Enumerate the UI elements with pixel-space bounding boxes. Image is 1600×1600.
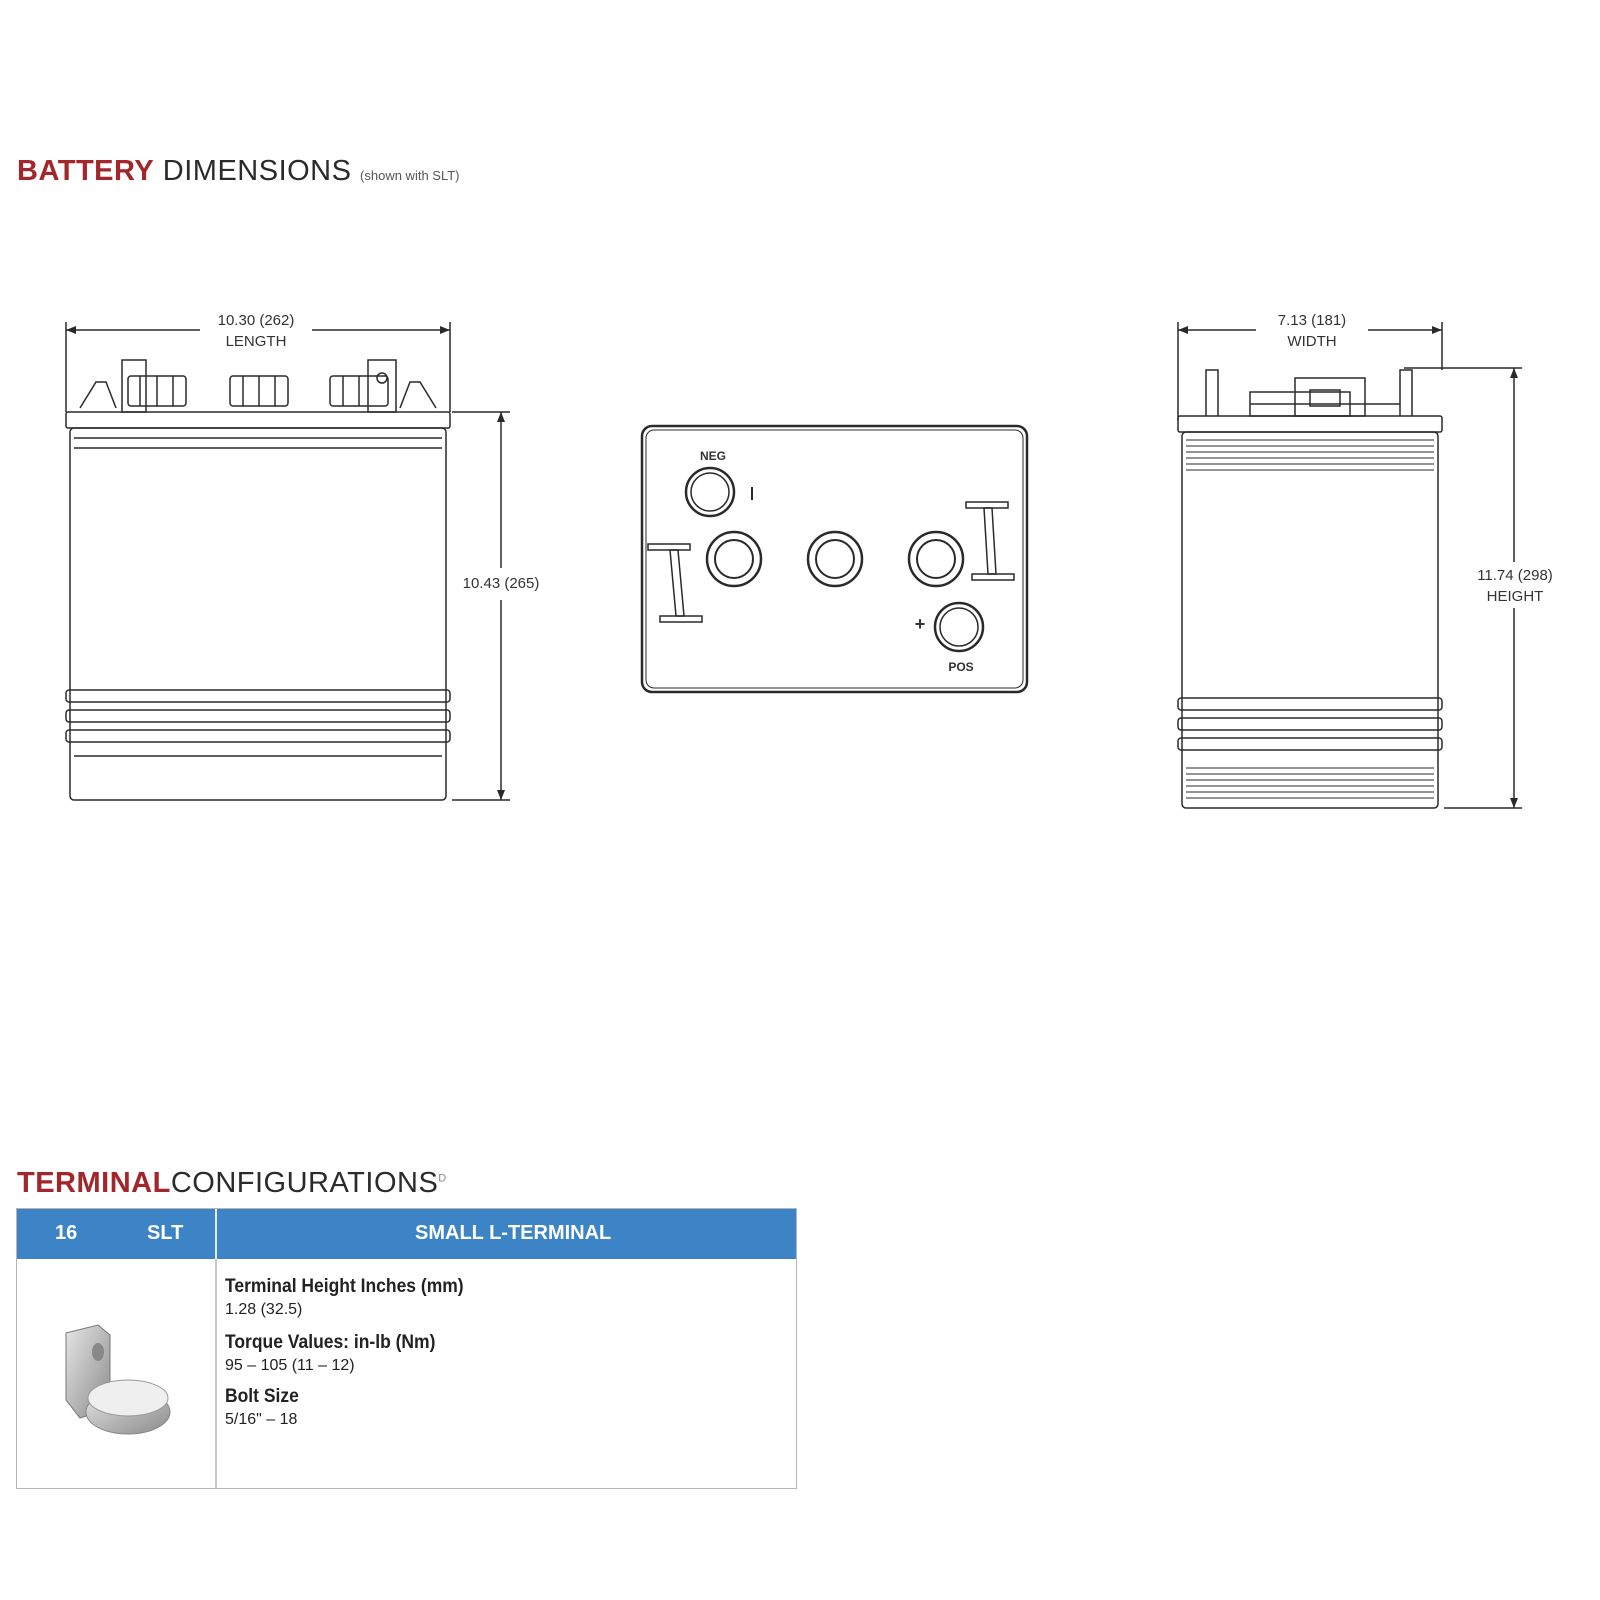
length-label: LENGTH [225, 333, 287, 350]
title-superscript: D [438, 1172, 447, 1185]
spec-torque-values [225, 1332, 454, 1375]
terminal-table [16, 1208, 797, 1489]
height-dimension-label [1463, 565, 1567, 607]
header-divider [215, 1209, 217, 1259]
terminal-name: SMALL L-TERMINAL [415, 1222, 612, 1244]
spec-value: 1.28 (32.5) [225, 1301, 303, 1318]
front-view [66, 322, 510, 800]
spec-label: Torque Values: in-lb (Nm) [225, 1332, 436, 1353]
terminal-code: 16 [55, 1222, 78, 1244]
length-value: 10.30 (262) [217, 312, 295, 329]
spec-bolt-size [225, 1386, 305, 1429]
pos-label: POS [948, 660, 974, 674]
length-dimension-label [200, 310, 312, 352]
neg-label: NEG [699, 449, 726, 463]
title-note: (shown with SLT) [360, 168, 460, 183]
spec-label: Terminal Height Inches (mm) [225, 1276, 464, 1297]
terminal-table-header [17, 1209, 796, 1259]
terminal-configurations-title [17, 1167, 447, 1200]
title-rest: DIMENSIONS [162, 155, 352, 187]
title-rest: CONFIGURATIONS [170, 1167, 439, 1199]
spec-value: 95 – 105 (11 – 12) [225, 1357, 355, 1374]
plus-symbol: + [914, 614, 926, 634]
height-value: 11.74 (298) [1477, 567, 1553, 584]
width-value: 7.13 (181) [1277, 312, 1347, 329]
front-height-dimension-label [456, 573, 546, 594]
width-label: WIDTH [1287, 333, 1337, 350]
title-accent: BATTERY [17, 155, 155, 187]
width-dimension-label [1256, 310, 1368, 352]
front-height-value: 10.43 (265) [462, 575, 540, 592]
terminal-abbr: SLT [147, 1222, 184, 1244]
spec-label: Bolt Size [225, 1386, 299, 1407]
height-label: HEIGHT [1486, 588, 1544, 605]
title-accent: TERMINAL [17, 1167, 171, 1199]
spec-value: 5/16" – 18 [225, 1411, 298, 1428]
spec-terminal-height [225, 1276, 484, 1319]
